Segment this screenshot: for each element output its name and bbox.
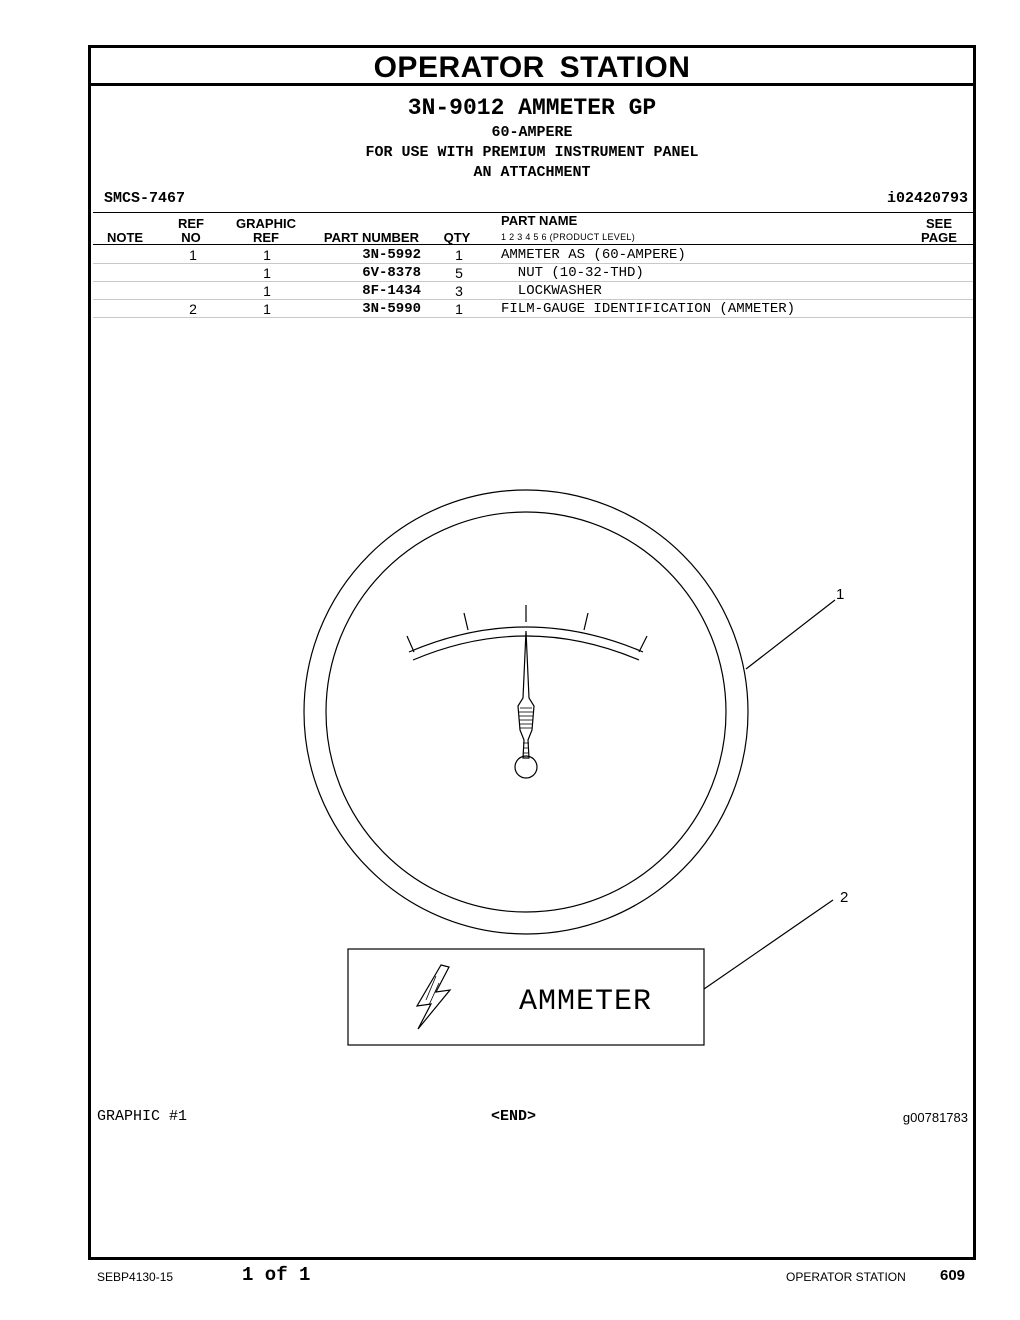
cell-qty: 1	[455, 247, 463, 263]
group-description-2: FOR USE WITH PREMIUM INSTRUMENT PANEL	[365, 144, 699, 161]
gauge-tick	[584, 613, 588, 630]
cell-part-name: LOCKWASHER	[501, 283, 602, 299]
cell-graphic-ref: 1	[263, 265, 271, 281]
header-graphic-bottom: REF	[253, 230, 279, 245]
gauge-tick	[464, 613, 468, 630]
ammeter-gauge	[304, 490, 748, 934]
cell-graphic-ref: 1	[263, 301, 271, 317]
decal-label: AMMETER	[519, 985, 653, 1019]
group-description-3: AN ATTACHMENT	[473, 164, 591, 181]
header-ref-top: REF	[178, 216, 204, 231]
cell-part-name: NUT (10-32-THD)	[501, 265, 644, 281]
header-ref-bottom: NO	[181, 230, 201, 245]
document-number: SEBP4130-15	[97, 1270, 174, 1284]
cell-part-number: 6V-8378	[362, 265, 421, 281]
page-number: 609	[940, 1267, 966, 1284]
smcs-code: SMCS-7467	[104, 190, 186, 207]
gauge-pivot	[515, 756, 537, 778]
group-title: 3N-9012 AMMETER GP	[407, 95, 657, 121]
ammeter-illustration	[91, 48, 973, 1257]
gauge-tick	[407, 636, 414, 652]
footer-section-name: OPERATOR STATION	[786, 1270, 906, 1284]
header-product-levels: 1 2 3 4 5 6 (PRODUCT LEVEL)	[501, 232, 635, 242]
gauge-needle	[518, 631, 534, 758]
callout-leader-1	[746, 600, 835, 669]
cell-qty: 3	[455, 283, 463, 299]
page-of: 1 of 1	[242, 1264, 311, 1286]
illustration-id: i02420793	[886, 190, 968, 207]
header-see-top: SEE	[925, 216, 952, 231]
end-marker: <END>	[491, 1108, 537, 1125]
header-see-bottom: PAGE	[921, 230, 957, 245]
section-title: OPERATOR STATION	[91, 48, 973, 86]
header-part-number: PART NUMBER	[323, 230, 419, 245]
header-qty: QTY	[443, 230, 471, 245]
header-part-name: PART NAME	[501, 213, 578, 228]
cell-part-number: 3N-5992	[362, 247, 421, 263]
cell-part-number: 3N-5990	[362, 301, 421, 317]
graphic-label: GRAPHIC #1	[97, 1108, 188, 1125]
callout-leader-2	[704, 900, 833, 989]
cell-part-number: 8F-1434	[362, 283, 421, 299]
gauge-tick	[639, 636, 647, 652]
cell-qty: 5	[455, 265, 463, 281]
cell-ref-no: 1	[189, 247, 197, 263]
group-description-1: 60-AMPERE	[491, 124, 573, 141]
graphic-number: g00781783	[902, 1110, 968, 1125]
header-note: NOTE	[106, 230, 144, 245]
page-frame	[88, 45, 976, 1260]
cell-graphic-ref: 1	[263, 283, 271, 299]
header-graphic-top: GRAPHIC	[236, 216, 296, 231]
cell-ref-no: 2	[189, 301, 197, 317]
callout-number-2: 2	[840, 889, 849, 906]
cell-qty: 1	[455, 301, 463, 317]
cell-graphic-ref: 1	[263, 247, 271, 263]
cell-part-name: AMMETER AS (60-AMPERE)	[501, 247, 686, 263]
callout-number-1: 1	[836, 586, 845, 603]
cell-part-name: FILM-GAUGE IDENTIFICATION (AMMETER)	[501, 301, 796, 317]
